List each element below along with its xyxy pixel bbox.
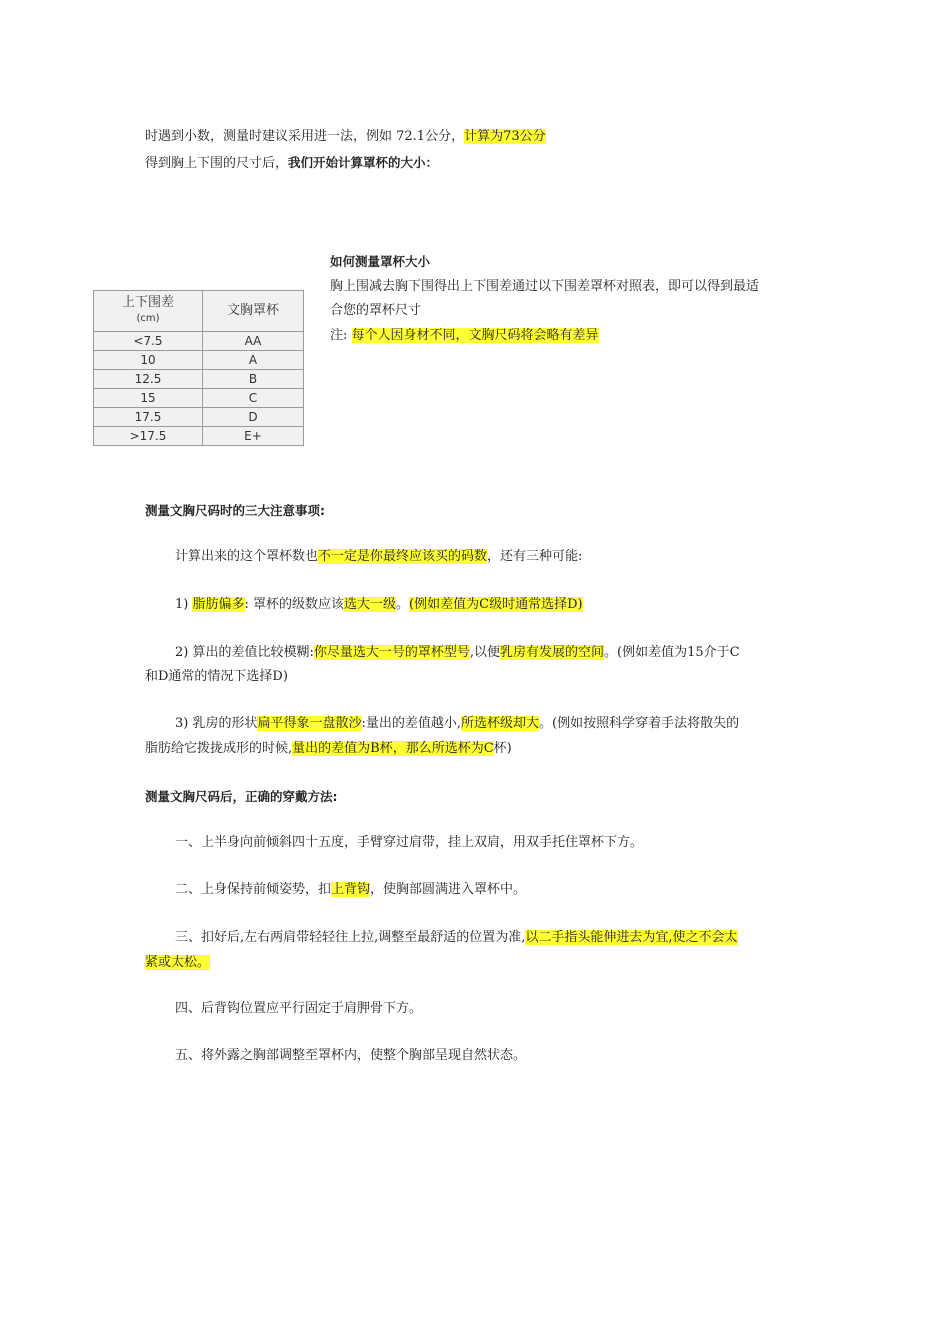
table-header-cup: 文胸罩杯: [203, 291, 304, 332]
section1-para-1: 1) 脂肪偏多: 罩杯的级数应该选大一级。(例如差值为C级时通常选择D): [175, 597, 583, 612]
intro-text-2: 得到胸上下围的尺寸后，: [145, 156, 289, 171]
step-3: 三、扣好后,左右两肩带轻轻往上拉,调整至最舒适的位置为准,以二手指头能伸进去为宜,使之不会太: [175, 930, 738, 945]
table-row: 15 C: [94, 389, 304, 408]
note-highlight: 每个人因身材不同，文胸尺码将会略有差异: [351, 328, 599, 343]
intro-line-1: [145, 128, 546, 146]
step-5: 五、将外露之胸部调整至罩杯内，使整个胸部呈现自然状态。: [175, 1048, 527, 1063]
step-4: 四、后背钩位置应平行固定于肩胛骨下方。: [175, 1001, 423, 1016]
howto-title: 如何测量罩杯大小: [330, 254, 431, 269]
step-2: 二、上身保持前倾姿势，扣上背钩，使胸部圆满进入罩杯中。: [175, 882, 527, 897]
cup-size-table: [93, 290, 304, 446]
section1-para-0: 计算出来的这个罩杯数也不一定是你最终应该买的码数，还有三种可能:: [175, 549, 583, 564]
intro-highlight: 计算为73公分: [464, 129, 546, 144]
section1-para-3: 3) 乳房的形状扁平得象一盘散沙:量出的差值越小,所选杯级却大。(例如按照科学穿着手法将散失的: [175, 716, 740, 731]
table-row: >17.5 E+: [94, 427, 304, 446]
intro-line-2: [145, 154, 438, 173]
intro-bold: 我们开始计算罩杯的大小：: [288, 155, 439, 170]
section1-para-2: 2) 算出的差值比较模糊:你尽量选大一号的罩杯型号,以便乳房有发展的空间。(例如差值为15介于C: [175, 645, 740, 660]
section1-para-3-cont: 脂肪给它拨拢成形的时候,量出的差值为B杯，那么所选杯为C杯): [145, 741, 512, 756]
table-header-diff: 上下围差 (cm): [94, 291, 203, 332]
section1-para-2-cont: 和D通常的情况下选择D): [145, 669, 288, 684]
intro-text: 时遇到小数，测量时建议采用进一法，例如 72.1公分，: [145, 129, 465, 144]
howto-desc-1: 胸上围减去胸下围得出上下围差通过以下围差罩杯对照表，即可以得到最适: [330, 279, 760, 294]
howto-desc-2: 合您的罩杯尺寸: [330, 303, 422, 318]
step-1: 一、上半身向前倾斜四十五度，手臂穿过肩带，挂上双肩，用双手托住罩杯下方。: [175, 835, 644, 850]
table-row: <7.5 AA: [94, 332, 304, 351]
section2-title: 测量文胸尺码后，正确的穿戴方法:: [145, 789, 338, 804]
step-3-cont: 紧或太松。: [145, 955, 211, 970]
table-row: 17.5 D: [94, 408, 304, 427]
table-row: 10 A: [94, 351, 304, 370]
section1-title: 测量文胸尺码时的三大注意事项:: [145, 503, 325, 518]
howto-note: 注: 每个人因身材不同，文胸尺码将会略有差异: [330, 328, 599, 343]
table-row: 12.5 B: [94, 370, 304, 389]
